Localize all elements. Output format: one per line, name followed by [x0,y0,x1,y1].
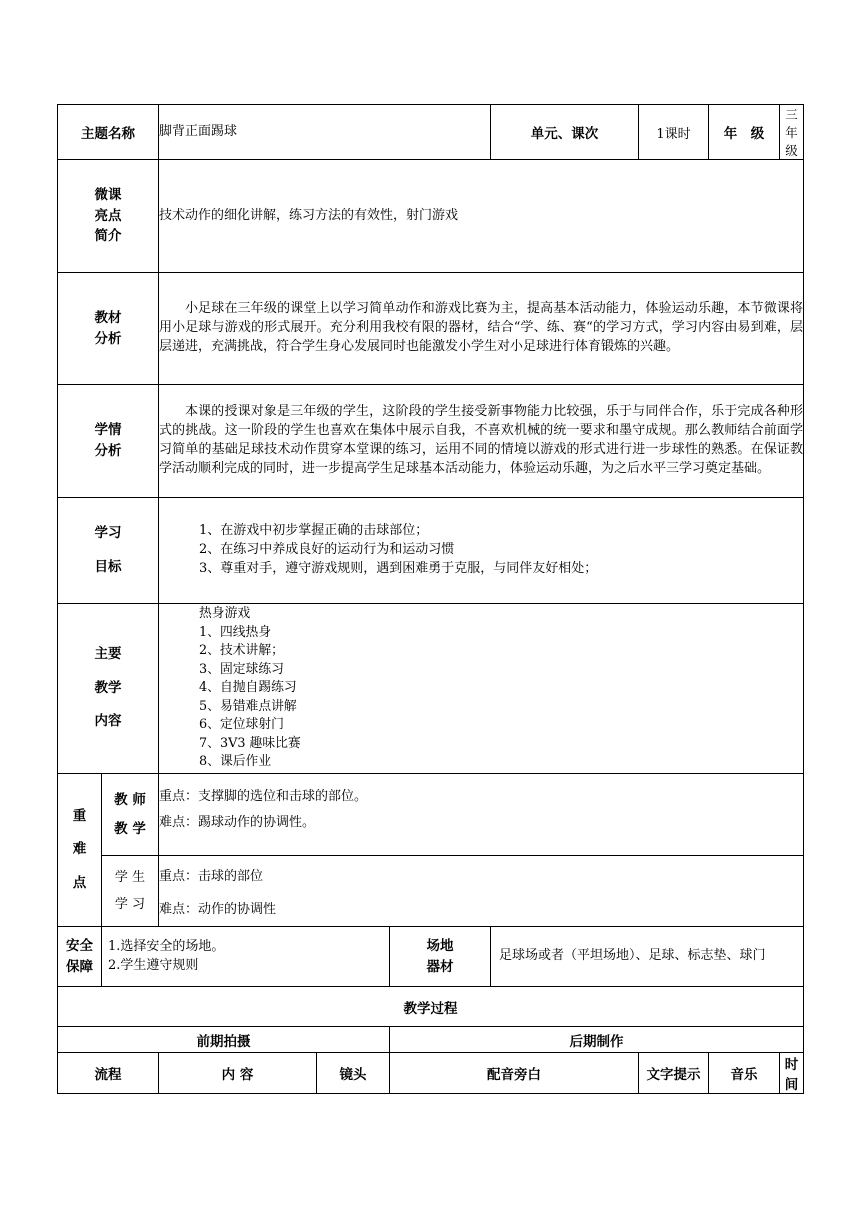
lesson-plan-table [57,104,804,1094]
unit-label: 单元、课次 [491,105,639,160]
objective-item: 2、在练习中养成良好的运动行为和运动习惯 [199,542,455,558]
process-phase-row [58,1027,804,1053]
students-row [58,385,804,498]
content-item: 2、技术讲解； [199,643,284,659]
content-label: 主要 教学 内容 [58,604,159,774]
column-text-prompt: 文字提示 [639,1053,709,1094]
post-production-header: 后期制作 [390,1027,804,1053]
objective-item: 1、在游戏中初步掌握正确的击球部位； [199,523,429,539]
student-key-row [58,856,804,927]
content-item: 7、3V3 趣味比赛 [199,735,301,751]
material-label: 教材 分析 [58,273,159,385]
safety-item: 2.学生遵守规则 [108,957,199,973]
objectives-list [159,498,804,604]
content-item: 热身游戏 [199,606,251,622]
key-points-label: 重 难 点 [58,774,102,927]
column-time: 时间 [780,1053,804,1094]
teacher-difficulty: 难点：踢球动作的协调性。 [159,815,316,830]
objectives-label: 学习 目标 [58,498,159,604]
student-key-text [159,856,804,927]
objectives-row [58,498,804,604]
content-item: 5、易错难点讲解 [199,698,297,714]
safety-list [102,927,390,987]
safety-item: 1.选择安全的场地。 [108,938,225,954]
column-shot: 镜头 [317,1053,390,1094]
grade-value: 三年级 [780,105,804,160]
material-row [58,273,804,385]
content-item: 1、四线热身 [199,624,272,640]
venue-value: 足球场或者（平坦场地）、足球、标志垫、球门 [491,927,804,987]
content-item: 3、固定球练习 [199,661,284,677]
teacher-key-text [159,774,804,856]
column-flow: 流程 [58,1053,159,1094]
venue-label: 场地 器材 [390,927,491,987]
unit-value: 1课时 [639,105,709,160]
pre-shoot-header: 前期拍摄 [58,1027,390,1053]
teacher-label: 教 师 教 学 [102,774,159,856]
process-title: 教学过程 [58,987,804,1027]
grade-label: 年 级 [709,105,780,160]
teacher-key-row [58,774,804,856]
highlights-label: 微课 亮点 简介 [58,160,159,273]
material-text: 小足球在三年级的课堂上以学习简单动作和游戏比赛为主，提高基本活动能力，体验运动乐趣，本节微课将用小足球与游戏的形式展开。充分利用我校有限的器材，结合“学、练、赛“的学习方式，学习内容由易到难，层层递进，充满挑战，符合学生身心发展同时也能激发小学生对小足球进行体育锻炼的兴趣。 [159,273,804,385]
column-voiceover: 配音旁白 [390,1053,639,1094]
highlights-row [58,160,804,273]
student-difficulty: 难点：动作的协调性 [159,902,277,918]
safety-row [58,927,804,987]
teacher-key: 重点：支撑脚的选位和击球的部位。 [159,789,368,804]
safety-label: 安全 保障 [58,927,102,987]
column-content: 内 容 [159,1053,317,1094]
process-title-row [58,987,804,1027]
content-item: 8、课后作业 [199,754,272,770]
students-label: 学情 分析 [58,385,159,498]
student-label: 学 生 学 习 [102,856,159,927]
process-columns-row [58,1053,804,1094]
topic-label: 主题名称 [58,105,159,160]
header-row [58,105,804,160]
highlights-text: 技术动作的细化讲解，练习方法的有效性，射门游戏 [159,160,804,273]
content-row [58,604,804,774]
topic-value: 脚背正面踢球 [159,105,491,160]
objective-item: 3、尊重对手，遵守游戏规则，遇到困难勇于克服，与同伴友好相处； [199,560,598,576]
column-music: 音乐 [709,1053,780,1094]
content-item: 4、自抛自踢练习 [199,680,297,696]
content-item: 6、定位球射门 [199,717,284,733]
students-text: 本课的授课对象是三年级的学生，这阶段的学生接受新事物能力比较强，乐于与同伴合作，乐于完成各种形式的挑战。这一阶段的学生也喜欢在集体中展示自我，不喜欢机械的统一要求和墨守成规。那么教师结合前面学习简单的基础足球技术动作贯穿本堂课的练习，运用不同的情境以游戏的形式进行进一步球性的熟悉。在保证教学活动顺利完成的同时，进一步提高学生足球基本活动能力，体验运动乐趣，为之后水平三学习奠定基础。 [159,385,804,498]
student-key: 重点：击球的部位 [159,869,264,884]
content-list [159,604,804,774]
